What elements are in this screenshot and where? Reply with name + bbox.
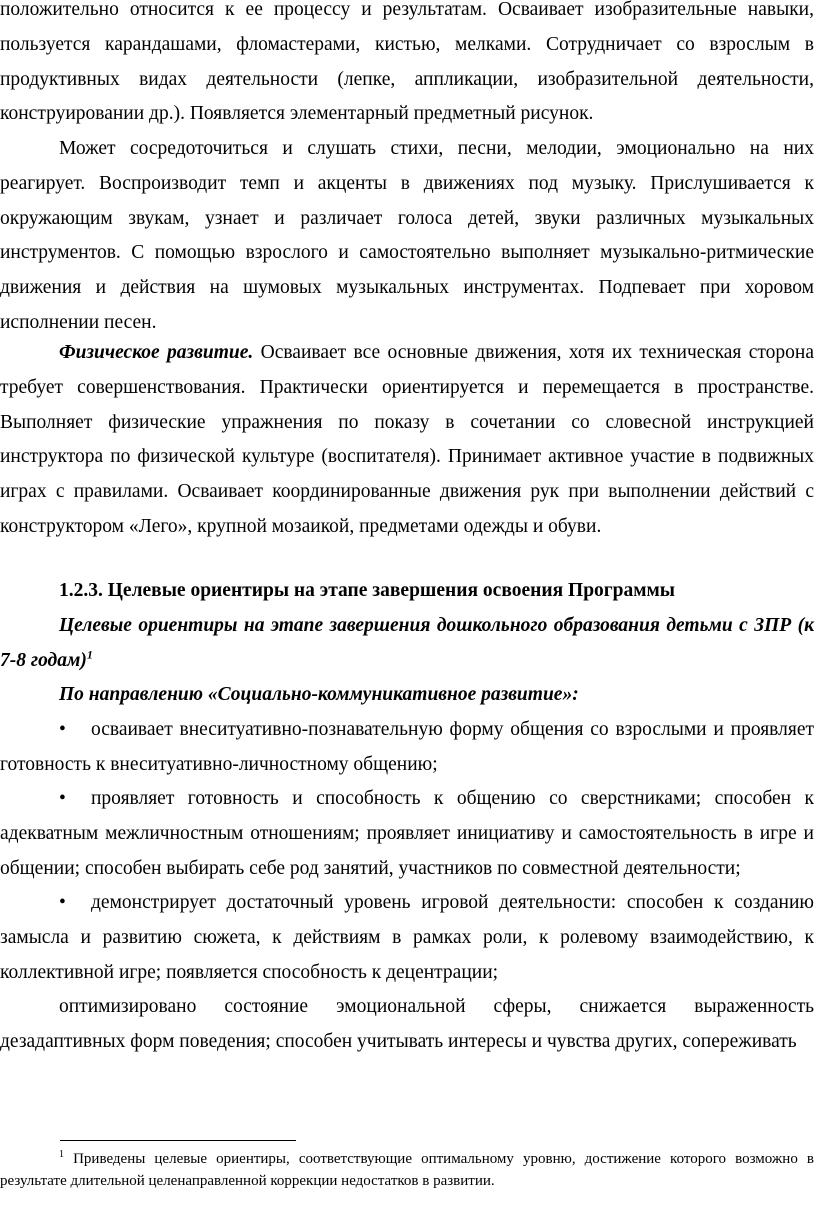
paragraph-emotional: оптимизировано состояние эмоциональной сферы, снижается выраженность дезадаптивных форм поведения; способен учитывать интересы и чувства других, сопереживать (0, 996, 814, 1052)
subheading-text: Целевые ориентиры на этапе завершения дошкольного образования детьми с ЗПР (к 7-8 годам) (0, 615, 814, 671)
list-item (0, 713, 816, 783)
direction-heading: По направлению «Социально-коммуникативное развитие»: (59, 684, 579, 705)
paragraph-music: Может сосредоточиться и слушать стихи, песни, мелодии, эмоционально на них реагирует. Воспроизводит темп и акценты в движениях под музыку. Прислушивается к окружающим звукам, узнает и различает голоса детей, звуки различных музыкальных инструментов. С помощью взрослого и самостоятельно выполняет музыкально-ритмические движения и действия на шумовых музыкальных инструментах. Подпевает при хоровом исполнении песен. (0, 138, 814, 333)
list-item-text: проявляет готовность и способность к общению со сверстниками; способен к адекватным межличностным отношениям; проявляет инициативу и самостоятельность в игре и общении; способен выбирать себе род занятий, участников по совместной деятельности; (0, 788, 814, 879)
list-item-text: демонстрирует достаточный уровень игровой деятельности: способен к созданию замысла и развитию сюжета, к действиям в рамках роли, к ролевому взаимодействию, к коллективной игре; появляется способность к децентрации; (0, 892, 814, 983)
list-item-text: осваивает внеситуативно-познавательную форму общения со взрослыми и проявляет готовность к внеситуативно-личностному общению; (0, 719, 814, 775)
footnote-number: 1 (59, 1149, 64, 1160)
bullet-icon: • (59, 719, 66, 740)
bullet-icon: • (59, 892, 66, 913)
footnote-separator (60, 1140, 296, 1141)
footnote (0, 1148, 816, 1192)
physical-text: Осваивает все основные движения, хотя их техническая сторона требует совершенствования. Практически ориентируется и перемещается в пространстве. Выполняет физические упражнения по показу в сочетании со словесной инструкцией инструктора по физической культуре (воспитателя). Принимает активное участие в подвижных играх с правилами. Осваивает координированные движения рук при выполнении действий с конструктором «Лего», крупной мозаикой, предметами одежды и обуви. (0, 342, 814, 537)
paragraph-art: положительно относится к ее процессу и результатам. Осваивает изобразительные навыки, пользуется карандашами, фломастерами, кистью, мелками. Сотрудничает со взрослым в продуктивных видах деятельности (лепке, аппликации, изобразительной деятельности, конструировании др.). Появляется элементарный предметный рисунок. (0, 0, 814, 125)
list-item (0, 782, 816, 886)
section-subheading (0, 609, 816, 679)
section-heading: 1.2.3. Целевые ориентиры на этапе завершения освоения Программы (59, 580, 676, 601)
bullet-icon: • (59, 788, 66, 809)
footnote-ref: 1 (86, 647, 93, 662)
paragraph-physical (0, 336, 816, 545)
physical-lead: Физическое развитие. (59, 342, 254, 363)
list-item (0, 886, 816, 990)
footnote-text: Приведены целевые ориентиры, соответствующие оптимальному уровню, достижение которого возможно в результате длительной целенаправленной коррекции недостатков в развитии. (0, 1151, 814, 1189)
